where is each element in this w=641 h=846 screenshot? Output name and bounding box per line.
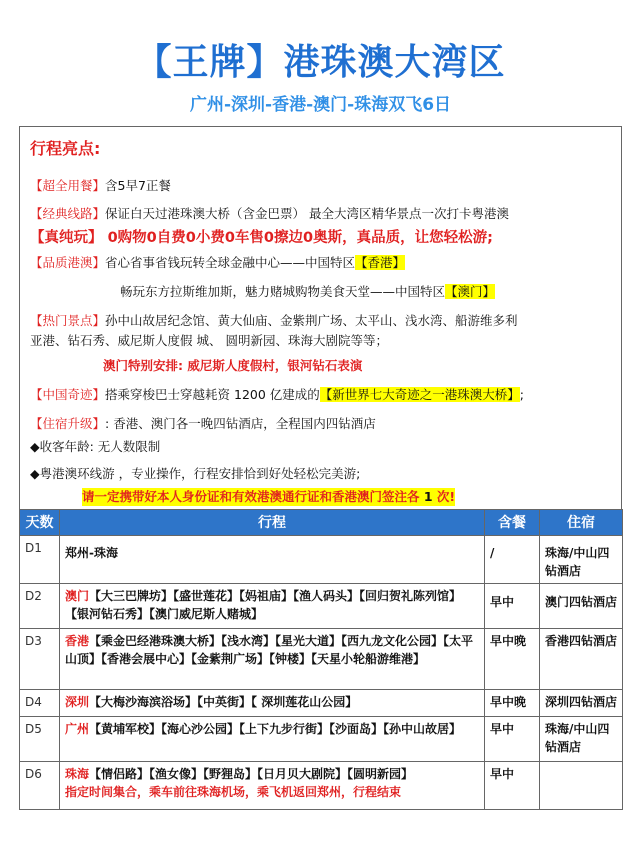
hotel-cell: 香港四钻酒店 <box>540 629 623 690</box>
highlights-heading: 行程亮点: <box>30 139 101 158</box>
route-cell <box>60 717 485 762</box>
tag-spots: 【热门景点】 <box>30 313 106 328</box>
header-day: 天数 <box>20 510 60 536</box>
hotel-cell: 珠海/中山四钻酒店 <box>540 536 623 584</box>
text-macau-line: 畅玩东方拉斯维加斯，魅力赌城购物美食天堂——中国特区 <box>120 284 446 299</box>
highlight-macau-line <box>120 283 495 301</box>
table-row <box>20 762 623 810</box>
highlight-age: ◆收客年龄: 无人数限制 <box>30 439 161 454</box>
tag-meals: 【超全用餐】 <box>30 178 106 193</box>
highlight-tour: ◆粤港澳环线游 ，专业操作，行程安排恰到好处轻松完美游; <box>30 466 361 481</box>
tag-route: 【经典线路】 <box>30 206 106 221</box>
warning-pre: 请一定携带好本人身份证和有效港澳通行证和香港澳门签注各 <box>82 489 424 504</box>
text-meals: 含5早7正餐 <box>105 178 171 193</box>
city-label: 深圳 <box>65 695 90 709</box>
city-label: 广州 <box>65 722 90 736</box>
meals-cell: 早中 <box>485 717 540 762</box>
mark-bridge: 【新世界七大奇迹之一港珠澳大桥】 <box>319 387 520 402</box>
city-label: 珠海 <box>65 767 90 781</box>
mark-hongkong: 【香港】 <box>355 255 406 270</box>
page-title: 【王牌】港珠澳大湾区 <box>135 42 506 83</box>
day-cell: D2 <box>20 584 60 629</box>
header-hotel: 住宿 <box>540 510 623 536</box>
meals-cell: / <box>485 536 540 584</box>
table-row <box>20 690 623 717</box>
highlight-spots <box>30 312 518 330</box>
hotel-cell: 深圳四钻酒店 <box>540 690 623 717</box>
mark-macau: 【澳门】 <box>445 284 496 299</box>
route-text: 【情侣路】【渔女像】【野狸岛】【日月贝大剧院】【圆明新园】 <box>89 767 414 781</box>
day-cell: D1 <box>20 536 60 584</box>
route-cell <box>60 762 485 810</box>
day-cell: D5 <box>20 717 60 762</box>
id-warning <box>82 488 455 506</box>
tag-pure: 【真纯玩】 <box>30 230 103 246</box>
table-row <box>20 536 623 584</box>
hotel-cell: 珠海/中山四钻酒店 <box>540 717 623 762</box>
route-cell <box>60 629 485 690</box>
tag-quality: 【品质港澳】 <box>30 255 106 270</box>
table-row <box>20 584 623 629</box>
text-hotel: : 香港、澳门各一晚四钻酒店，全程国内四钻酒店 <box>105 416 376 431</box>
meals-cell: 早中 <box>485 762 540 810</box>
day-cell: D4 <box>20 690 60 717</box>
day-cell: D6 <box>20 762 60 810</box>
header-meals: 含餐 <box>485 510 540 536</box>
text-quality: 省心省事省钱玩转全球金融中心——中国特区 <box>105 255 356 270</box>
highlight-route <box>30 205 509 223</box>
city-label: 澳门 <box>65 589 90 603</box>
meals-cell: 早中晚 <box>485 690 540 717</box>
table-row <box>20 629 623 690</box>
route-cell: 郑州-珠海 <box>60 536 485 584</box>
end-note: 指定时间集合，乘车前往珠海机场，乘飞机返回郑州，行程结束 <box>65 785 402 799</box>
text-wonder-tail: ; <box>519 387 525 402</box>
table-header-row <box>20 510 623 536</box>
text-pure: 0购物0自费0小费0车售0擦边0奥斯，真品质，让您轻松游; <box>107 230 493 246</box>
tag-hotel: 【住宿升级】 <box>30 416 106 431</box>
meals-cell: 早中晚 <box>485 629 540 690</box>
city-label: 香港 <box>65 634 90 648</box>
route-cell <box>60 584 485 629</box>
route-text: 【黄埔军校】【海心沙公园】【上下九步行街】【沙面岛】【孙中山故居】 <box>89 722 462 736</box>
tag-wonder: 【中国奇迹】 <box>30 387 106 402</box>
day-cell: D3 <box>20 629 60 690</box>
text-route: 保证白天过港珠澳大桥（含金巴票） 最全大湾区精华景点一次打卡粤港澳 <box>105 206 509 221</box>
warning-num: 1 <box>423 489 433 504</box>
highlight-pure <box>30 229 493 247</box>
route-cell <box>60 690 485 717</box>
highlight-meals <box>30 177 171 195</box>
table-row <box>20 717 623 762</box>
meals-cell: 早中 <box>485 584 540 629</box>
highlight-wonder <box>30 386 524 404</box>
route-text: 【大梅沙海滨浴场】【中英街】【 深圳莲花山公园】 <box>89 695 358 709</box>
text-spots-1: 孙中山故居纪念馆、黄大仙庙、金紫荆广场、太平山、浅水湾、船游维多利 <box>105 313 518 328</box>
route-text: 【乘金巴经港珠澳大桥】【浅水湾】【星光大道】【西九龙文化公园】【太平山顶】【香港会展中心】【金紫荆广场】【钟楼】【天星小轮船游维港】 <box>65 634 474 666</box>
itinerary-table <box>19 509 623 810</box>
route-text: 【大三巴牌坊】【盛世莲花】【妈祖庙】【渔人码头】【回归贺礼陈列馆】【银河钻石秀】【澳门威尼斯人赌城】 <box>65 589 462 621</box>
macau-special: 澳门特别安排: 威尼斯人度假村，银河钻石表演 <box>103 358 363 373</box>
text-wonder: 搭乘穿梭巴士穿越耗资 1200 亿建成的 <box>105 387 320 402</box>
text-spots-2: 亚港、钻石秀、威尼斯人度假 城、 圆明新园、珠海大剧院等等； <box>30 333 388 348</box>
highlight-hotel <box>30 415 376 433</box>
hotel-cell: 澳门四钻酒店 <box>540 584 623 629</box>
warning-post: 次! <box>432 489 456 504</box>
page-subtitle: 广州-深圳-香港-澳门-珠海双飞6日 <box>189 95 452 115</box>
highlight-quality <box>30 254 405 272</box>
hotel-cell <box>540 762 623 810</box>
header-itinerary: 行程 <box>60 510 485 536</box>
